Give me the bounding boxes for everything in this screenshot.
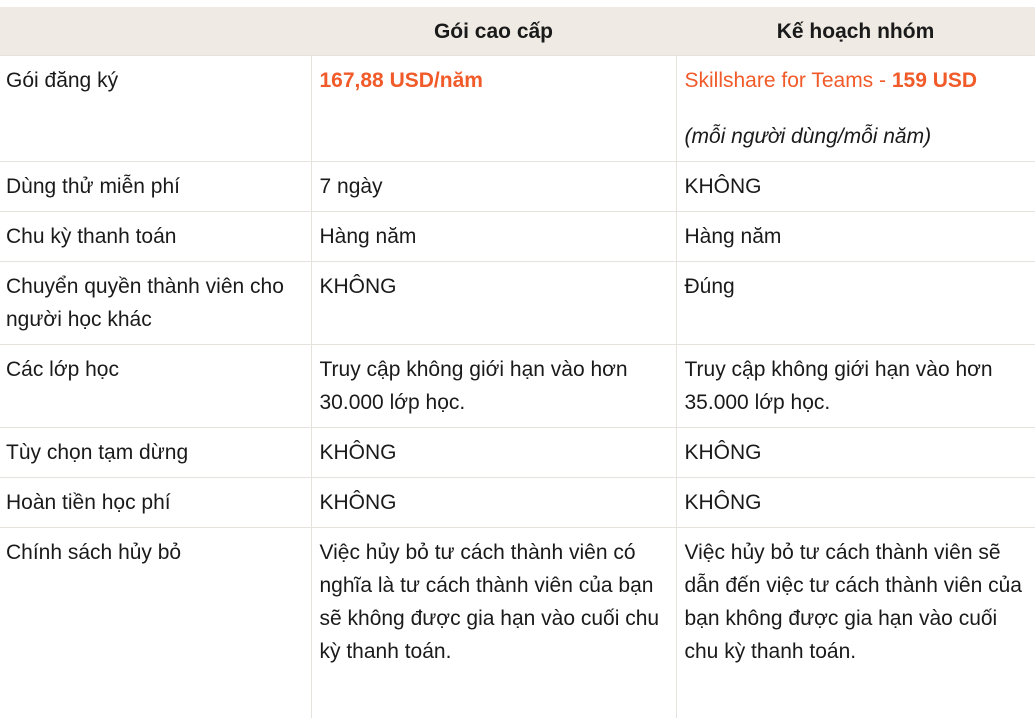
header-premium: Gói cao cấp bbox=[311, 7, 676, 56]
team-price-prefix: Skillshare for Teams - bbox=[684, 69, 892, 92]
premium-value: KHÔNG bbox=[311, 478, 676, 528]
premium-value: KHÔNG bbox=[311, 262, 676, 345]
row-label: Gói đăng ký bbox=[0, 56, 311, 162]
table-row bbox=[0, 262, 1035, 345]
row-label: Chuyển quyền thành viên cho người học khác bbox=[0, 262, 311, 345]
row-label: Chu kỳ thanh toán bbox=[0, 212, 311, 262]
table-row bbox=[0, 212, 1035, 262]
team-price-note: (mỗi người dùng/mỗi năm) bbox=[684, 125, 932, 148]
table-row bbox=[0, 478, 1035, 528]
row-label: Hoàn tiền học phí bbox=[0, 478, 311, 528]
team-value: KHÔNG bbox=[676, 162, 1035, 212]
team-price-cell bbox=[676, 56, 1035, 162]
team-value: KHÔNG bbox=[676, 428, 1035, 478]
team-value: Hàng năm bbox=[676, 212, 1035, 262]
table-row bbox=[0, 428, 1035, 478]
premium-value: KHÔNG bbox=[311, 428, 676, 478]
table-row bbox=[0, 345, 1035, 428]
table-row bbox=[0, 56, 1035, 162]
header-row bbox=[0, 7, 1035, 56]
team-value: KHÔNG bbox=[676, 478, 1035, 528]
premium-price: 167,88 USD/năm bbox=[311, 56, 676, 162]
row-label: Dùng thử miễn phí bbox=[0, 162, 311, 212]
table-row bbox=[0, 528, 1035, 718]
premium-value: 7 ngày bbox=[311, 162, 676, 212]
row-label: Chính sách hủy bỏ bbox=[0, 528, 311, 718]
table-row bbox=[0, 162, 1035, 212]
header-empty bbox=[0, 7, 311, 56]
premium-value: Việc hủy bỏ tư cách thành viên có nghĩa là tư cách thành viên của bạn sẽ không được gia hạn vào cuối chu kỳ thanh toán. bbox=[311, 528, 676, 718]
comparison-table bbox=[0, 7, 1035, 718]
team-value: Truy cập không giới hạn vào hơn 35.000 lớp học. bbox=[676, 345, 1035, 428]
row-label: Các lớp học bbox=[0, 345, 311, 428]
team-price: 159 USD bbox=[891, 69, 978, 92]
premium-value: Hàng năm bbox=[311, 212, 676, 262]
header-team: Kế hoạch nhóm bbox=[676, 7, 1035, 56]
premium-value: Truy cập không giới hạn vào hơn 30.000 lớp học. bbox=[311, 345, 676, 428]
team-value: Việc hủy bỏ tư cách thành viên sẽ dẫn đến việc tư cách thành viên của bạn không được gia hạn vào cuối chu kỳ thanh toán. bbox=[676, 528, 1035, 718]
row-label: Tùy chọn tạm dừng bbox=[0, 428, 311, 478]
team-value: Đúng bbox=[676, 262, 1035, 345]
